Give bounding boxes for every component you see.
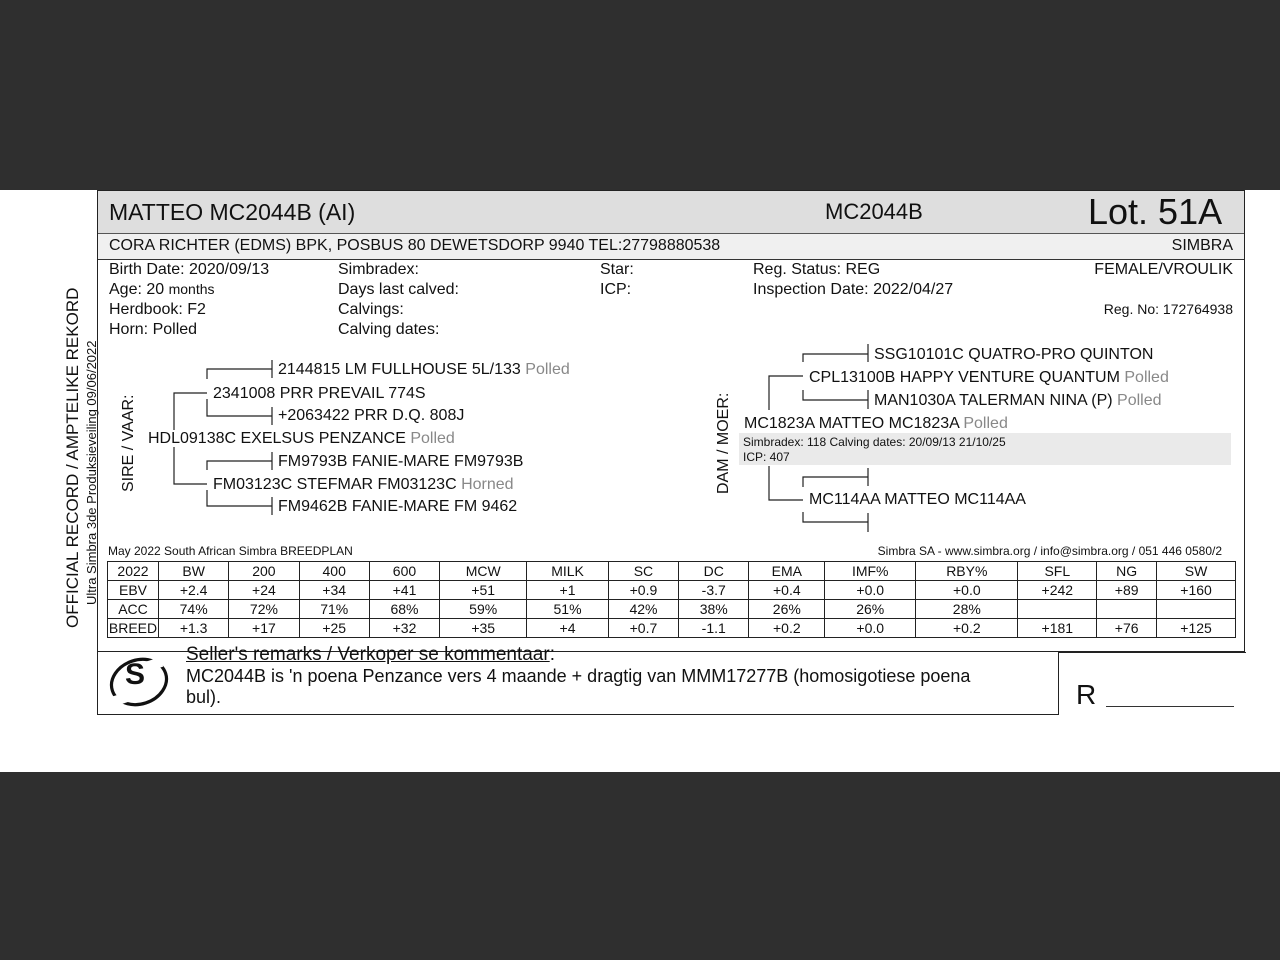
table-cell: 71%	[299, 600, 369, 619]
table-cell: +160	[1157, 581, 1236, 600]
table-cell: 38%	[679, 600, 749, 619]
table-cell: +0.4	[749, 581, 825, 600]
table-header-row	[108, 562, 1236, 581]
table-row	[108, 581, 1236, 600]
sire-horn: Polled	[410, 430, 455, 447]
age-unit: months	[168, 281, 215, 297]
table-cell: +41	[369, 581, 439, 600]
sire-label: SIRE / VAAR:	[120, 394, 137, 492]
remarks-colon: :	[549, 644, 555, 665]
pedigree-ds	[809, 369, 1169, 387]
table-cell: IMF%	[825, 562, 916, 581]
dam-label: DAM / MOER:	[715, 392, 732, 494]
pedigree-ssd: +2063422 PRR D.Q. 808J	[278, 407, 465, 424]
breedplan-table	[107, 561, 1236, 638]
table-cell: +0.7	[608, 619, 678, 638]
table-row	[108, 600, 1236, 619]
dsd-name: MAN1030A TALERMAN NINA (P)	[874, 392, 1113, 409]
price-label: R	[1076, 679, 1097, 710]
pedigree-ss: 2341008 PRR PREVAIL 774S	[213, 385, 426, 402]
table-cell: SFL	[1018, 562, 1097, 581]
days-last-calved: Days last calved:	[338, 281, 459, 298]
herdbook: Herdbook: F2	[109, 301, 206, 318]
ds-horn: Polled	[1124, 369, 1169, 386]
table-cell: +35	[440, 619, 527, 638]
pedigree-dss: SSG10101C QUATRO-PRO QUINTON	[874, 346, 1154, 363]
table-cell: +0.2	[916, 619, 1018, 638]
breed-name: SIMBRA	[1171, 237, 1233, 254]
table-cell: +17	[229, 619, 299, 638]
table-cell: +24	[229, 581, 299, 600]
dam-horn: Polled	[963, 415, 1008, 432]
table-cell: +0.0	[825, 581, 916, 600]
calvings: Calvings:	[338, 301, 404, 318]
table-cell: BW	[159, 562, 229, 581]
table-cell: +25	[299, 619, 369, 638]
table-cell	[1157, 600, 1236, 619]
simbradex-label: Simbradex:	[338, 261, 419, 278]
official-record-label: OFFICIAL RECORD / AMPTELIKE REKORD	[63, 287, 82, 628]
table-cell: SC	[608, 562, 678, 581]
pedigree-dsd	[874, 392, 1162, 410]
sire-name: HDL09138C EXELSUS PENZANCE	[148, 430, 406, 447]
auction-label: Ultra Simbra 3de Produksieveiling 09/06/2022	[84, 340, 99, 605]
remarks-title-line	[186, 644, 555, 666]
table-cell: 26%	[825, 600, 916, 619]
remarks-text-line2: bul).	[186, 687, 222, 707]
dam-name: MC1823A MATTEO MC1823A	[744, 415, 959, 432]
table-cell: 59%	[440, 600, 527, 619]
table-cell: 74%	[159, 600, 229, 619]
pedigree-sdd: FM9462B FANIE-MARE FM 9462	[278, 498, 518, 515]
table-cell: +0.2	[749, 619, 825, 638]
table-cell: +125	[1157, 619, 1236, 638]
animal-name: MATTEO MC2044B (AI)	[109, 199, 356, 225]
pedigree-sire	[148, 430, 455, 448]
icp-label: ICP:	[600, 281, 632, 298]
table-cell: -3.7	[679, 581, 749, 600]
simbra-contact: Simbra SA - www.simbra.org / info@simbra.org / 051 446 0580/2	[877, 544, 1222, 558]
sd-name: FM03123C STEFMAR FM03123C	[213, 476, 457, 493]
star-label: Star:	[600, 261, 634, 278]
logo-letter: S	[125, 658, 146, 691]
table-cell: SW	[1157, 562, 1236, 581]
table-cell: RBY%	[916, 562, 1018, 581]
table-cell: +34	[299, 581, 369, 600]
sd-horn: Horned	[461, 476, 514, 493]
table-cell: 51%	[527, 600, 609, 619]
inspection-date: Inspection Date: 2022/04/27	[753, 281, 954, 298]
table-cell: +0.9	[608, 581, 678, 600]
table-cell	[1097, 600, 1157, 619]
animal-id: MC2044B	[825, 199, 923, 224]
pedigree-dd: MC114AA MATTEO MC114AA	[809, 491, 1026, 508]
table-cell	[1018, 600, 1097, 619]
remarks-box	[97, 644, 1059, 715]
table-cell: +242	[1018, 581, 1097, 600]
table-cell: 200	[229, 562, 299, 581]
breedplan-caption: May 2022 South African Simbra BREEDPLAN	[108, 544, 353, 558]
birth-date: Birth Date: 2020/09/13	[109, 261, 270, 278]
pedigree-sd	[213, 476, 514, 494]
reg-number: Reg. No: 172764938	[1103, 301, 1233, 317]
pedigree-sds: FM9793B FANIE-MARE FM9793B	[278, 453, 524, 470]
table-row	[108, 619, 1236, 638]
table-cell: NG	[1097, 562, 1157, 581]
remarks-title: Seller's remarks / Verkoper se kommentaar	[186, 644, 550, 665]
sale-sheet	[0, 190, 1280, 772]
table-cell: +1	[527, 581, 609, 600]
table-cell: +32	[369, 619, 439, 638]
horn-status: Horn: Polled	[109, 321, 198, 338]
pedigree-sss	[278, 361, 570, 379]
table-cell: +2.4	[159, 581, 229, 600]
dsd-horn: Polled	[1117, 392, 1162, 409]
table-cell: +89	[1097, 581, 1157, 600]
table-cell: ACC	[108, 600, 159, 619]
table-cell: +0.0	[916, 581, 1018, 600]
table-cell: MCW	[440, 562, 527, 581]
price-underline	[1106, 706, 1234, 707]
table-cell: +181	[1018, 619, 1097, 638]
sss-name: 2144815 LM FULLHOUSE 5L/133	[278, 361, 521, 378]
remarks-text-line1: MC2044B is 'n poena Penzance vers 4 maande + dragtig van MMM17277B (homosigotiese poena	[186, 666, 971, 686]
table-cell: EBV	[108, 581, 159, 600]
table-cell: +1.3	[159, 619, 229, 638]
table-cell: +4	[527, 619, 609, 638]
table-cell: +0.0	[825, 619, 916, 638]
dam-details-line2: ICP: 407	[743, 450, 790, 464]
table-cell: MILK	[527, 562, 609, 581]
pedigree-dam	[744, 415, 1008, 433]
breeder-info: CORA RICHTER (EDMS) BPK, POSBUS 80 DEWETSDORP 9940 TEL:27798880538	[109, 237, 721, 254]
table-cell: 600	[369, 562, 439, 581]
table-cell: 2022	[108, 562, 159, 581]
dam-details-line1: Simbradex: 118 Calving dates: 20/09/13 21/10/25	[743, 435, 1006, 449]
table-cell: BREED	[108, 620, 158, 636]
table-cell: +51	[440, 581, 527, 600]
table-cell: -1.1	[679, 619, 749, 638]
table-cell: 26%	[749, 600, 825, 619]
sex: FEMALE/VROULIK	[1094, 261, 1233, 278]
table-cell: 68%	[369, 600, 439, 619]
table-cell: 400	[299, 562, 369, 581]
table-cell: EMA	[749, 562, 825, 581]
age-value: Age: 20	[109, 281, 165, 298]
table-cell: DC	[679, 562, 749, 581]
table-cell: 42%	[608, 600, 678, 619]
dam-details-box	[739, 433, 1231, 465]
table-cell: +76	[1097, 619, 1157, 638]
price-box	[1058, 652, 1246, 715]
reg-status: Reg. Status: REG	[753, 261, 881, 278]
table-cell: 28%	[916, 600, 1018, 619]
ds-name: CPL13100B HAPPY VENTURE QUANTUM	[809, 369, 1120, 386]
lot-number: Lot. 51A	[1088, 191, 1223, 232]
sss-horn: Polled	[525, 361, 570, 378]
calving-dates: Calving dates:	[338, 321, 440, 338]
table-cell: 72%	[229, 600, 299, 619]
